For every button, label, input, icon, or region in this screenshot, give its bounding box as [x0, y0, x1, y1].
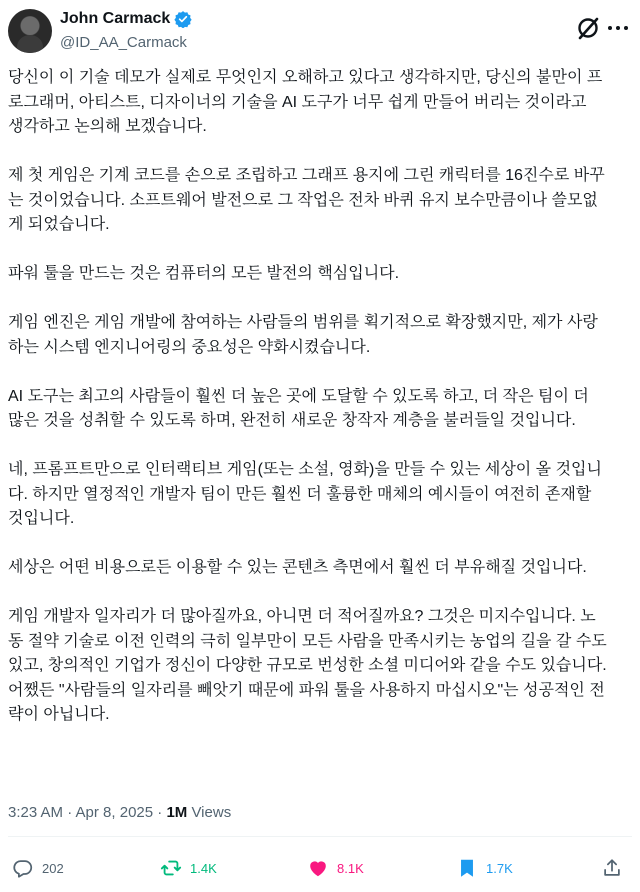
reply-icon — [12, 857, 34, 879]
like-button[interactable] — [307, 850, 364, 886]
verified-badge-icon — [174, 10, 192, 28]
avatar[interactable] — [8, 9, 52, 53]
post-body — [8, 66, 636, 728]
post-paragraph: AI 도구는 최고의 사람들이 훨씬 더 높은 곳에 도달할 수 있도록 하고, 더 작은 팀이 더 많은 것을 성취할 수 있도록 하며, 완전히 새로운 창작자 계층을 불러들일 것입니다. — [8, 387, 589, 429]
repost-icon — [160, 857, 182, 879]
more-dot — [624, 26, 628, 30]
post-paragraph: 파워 툴을 만드는 것은 컴퓨터의 모든 발전의 핵심입니다. — [8, 265, 400, 282]
more-dot — [608, 26, 612, 30]
post-paragraph: 당신이 이 기술 데모가 실제로 무엇인지 오해하고 있다고 생각하지만, 당신의 불만이 프 로그래머, 아티스트, 디자이너의 기술을 AI 도구가 너무 쉽게 만들어 버리는 것이라고 생각하고 논의해 보겠습니다. — [8, 69, 603, 135]
views-count: 1M — [166, 804, 188, 821]
share-icon — [601, 857, 623, 879]
repost-button[interactable] — [160, 850, 217, 886]
author-name[interactable]: John Carmack — [60, 10, 171, 27]
views-label: Views — [187, 804, 232, 821]
post-paragraph: 세상은 어떤 비용으로든 이용할 수 있는 콘텐츠 측면에서 훨씬 더 부유해질 것입니다. — [8, 559, 587, 576]
post-header — [0, 0, 640, 62]
post-paragraph: 제 첫 게임은 기계 코드를 손으로 조립하고 그래프 용지에 그린 캐릭터를 16진수로 바꾸 는 것이었습니다. 소프트웨어 발전으로 그 작업은 전차 바퀴 유지 보수만큼이나 쓸모없 게 되었습니다. — [8, 167, 605, 233]
post-paragraph: 게임 개발자 일자리가 더 많아질까요, 아니면 더 적어질까요? 그것은 미지수입니다. 노 동 절약 기술로 이전 인력의 극히 일부만이 모든 사람을 만족시키는 농업의 길을 갈 수도 있고, 창의적인 기업가 정신이 다양한 규모로 번성한 소셜 미디어와 같을 수도 있습니다. 어쨌든 "사람들의 일자리를 빼앗기 때문에 파워 툴을 사용하지 마십시오"는 성공적인 전 략이 아닙니다. — [8, 608, 607, 723]
bookmark-count: 1.7K — [486, 860, 513, 876]
post-timestamp[interactable]: 3:23 AM · Apr 8, 2025 · — [8, 804, 167, 821]
post-paragraph: 네, 프롬프트만으로 인터랙티브 게임(또는 소설, 영화)을 만들 수 있는 세상이 올 것입니 다. 하지만 열정적인 개발자 팀이 만든 훨씬 더 훌륭한 매체의 예시들이 여전히 존재할 것입니다. — [8, 461, 602, 527]
author-name-row — [60, 9, 192, 29]
share-button[interactable] — [601, 850, 631, 886]
post-meta — [8, 803, 231, 823]
action-bar — [0, 850, 640, 886]
reply-button[interactable] — [12, 850, 64, 886]
heart-icon — [307, 857, 329, 879]
grok-icon[interactable] — [574, 14, 602, 42]
author-handle[interactable]: @ID_AA_Carmack — [60, 34, 187, 51]
bookmark-icon — [456, 857, 478, 879]
bookmark-button[interactable] — [456, 850, 513, 886]
more-dot — [616, 26, 620, 30]
like-count: 8.1K — [337, 860, 364, 876]
divider — [8, 836, 632, 837]
reply-count: 202 — [42, 860, 64, 876]
repost-count: 1.4K — [190, 860, 217, 876]
more-dots-icon[interactable] — [606, 16, 630, 40]
post-paragraph: 게임 엔진은 게임 개발에 참여하는 사람들의 범위를 획기적으로 확장했지만, 제가 사랑 하는 시스템 엔지니어링의 중요성은 약화시켰습니다. — [8, 314, 598, 356]
